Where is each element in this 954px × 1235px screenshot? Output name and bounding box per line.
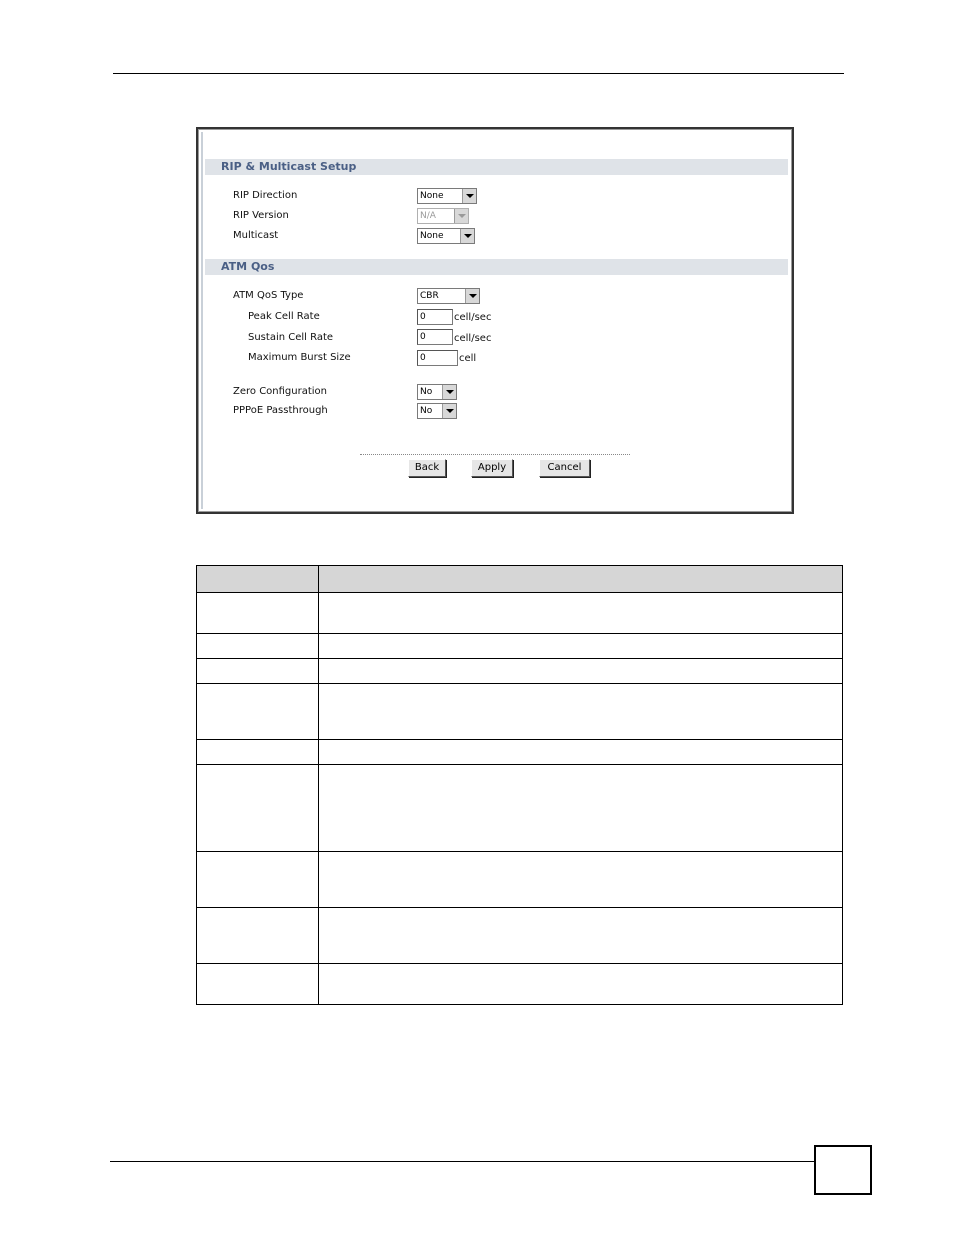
chevron-down-icon (442, 385, 456, 399)
max-burst-size-unit: cell (459, 353, 477, 364)
sustain-cell-rate-input[interactable]: 0 (417, 329, 453, 345)
table-row (197, 964, 842, 1004)
table-column-divider (318, 566, 319, 1004)
zero-configuration-select[interactable]: No (417, 384, 457, 400)
sustain-cell-rate-label: Sustain Cell Rate (248, 332, 334, 343)
rip-direction-label: RIP Direction (233, 190, 298, 201)
atm-qos-type-select[interactable]: CBR (417, 288, 480, 304)
table-row (197, 852, 842, 908)
header-rule (113, 73, 844, 74)
button-divider (360, 454, 630, 455)
sustain-cell-rate-unit: cell/sec (454, 333, 492, 344)
back-button[interactable]: Back (408, 459, 446, 477)
peak-cell-rate-input[interactable]: 0 (417, 309, 453, 325)
chevron-down-icon (465, 289, 479, 303)
table-row (197, 634, 842, 659)
table-row (197, 684, 842, 740)
peak-cell-rate-unit: cell/sec (454, 312, 492, 323)
table-row (197, 740, 842, 765)
zero-configuration-label: Zero Configuration (233, 386, 328, 397)
table-header-row (197, 566, 842, 593)
rip-direction-select[interactable]: None (417, 188, 477, 204)
section-header-atm-qos: ATM Qos (205, 259, 788, 275)
max-burst-size-input[interactable]: 0 (417, 350, 458, 366)
page-number-box (814, 1145, 872, 1195)
table-row (197, 765, 842, 852)
multicast-select[interactable]: None (417, 228, 475, 244)
peak-cell-rate-label: Peak Cell Rate (248, 311, 320, 322)
table-row (197, 593, 842, 634)
field-description-table (196, 565, 843, 1005)
cancel-button[interactable]: Cancel (539, 459, 590, 477)
apply-button[interactable]: Apply (471, 459, 513, 477)
rip-version-select: N/A (417, 208, 469, 224)
chevron-down-icon (454, 209, 468, 223)
max-burst-size-label: Maximum Burst Size (248, 352, 351, 363)
table-row (197, 908, 842, 964)
chevron-down-icon (460, 229, 474, 243)
section-header-rip-multicast: RIP & Multicast Setup (205, 159, 788, 175)
chevron-down-icon (462, 189, 476, 203)
footer-rule (110, 1161, 815, 1162)
atm-qos-type-label: ATM QoS Type (233, 290, 304, 301)
pppoe-passthrough-label: PPPoE Passthrough (233, 405, 328, 416)
pppoe-passthrough-select[interactable]: No (417, 403, 457, 419)
rip-version-label: RIP Version (233, 210, 289, 221)
chevron-down-icon (442, 404, 456, 418)
multicast-label: Multicast (233, 230, 279, 241)
table-row (197, 659, 842, 684)
